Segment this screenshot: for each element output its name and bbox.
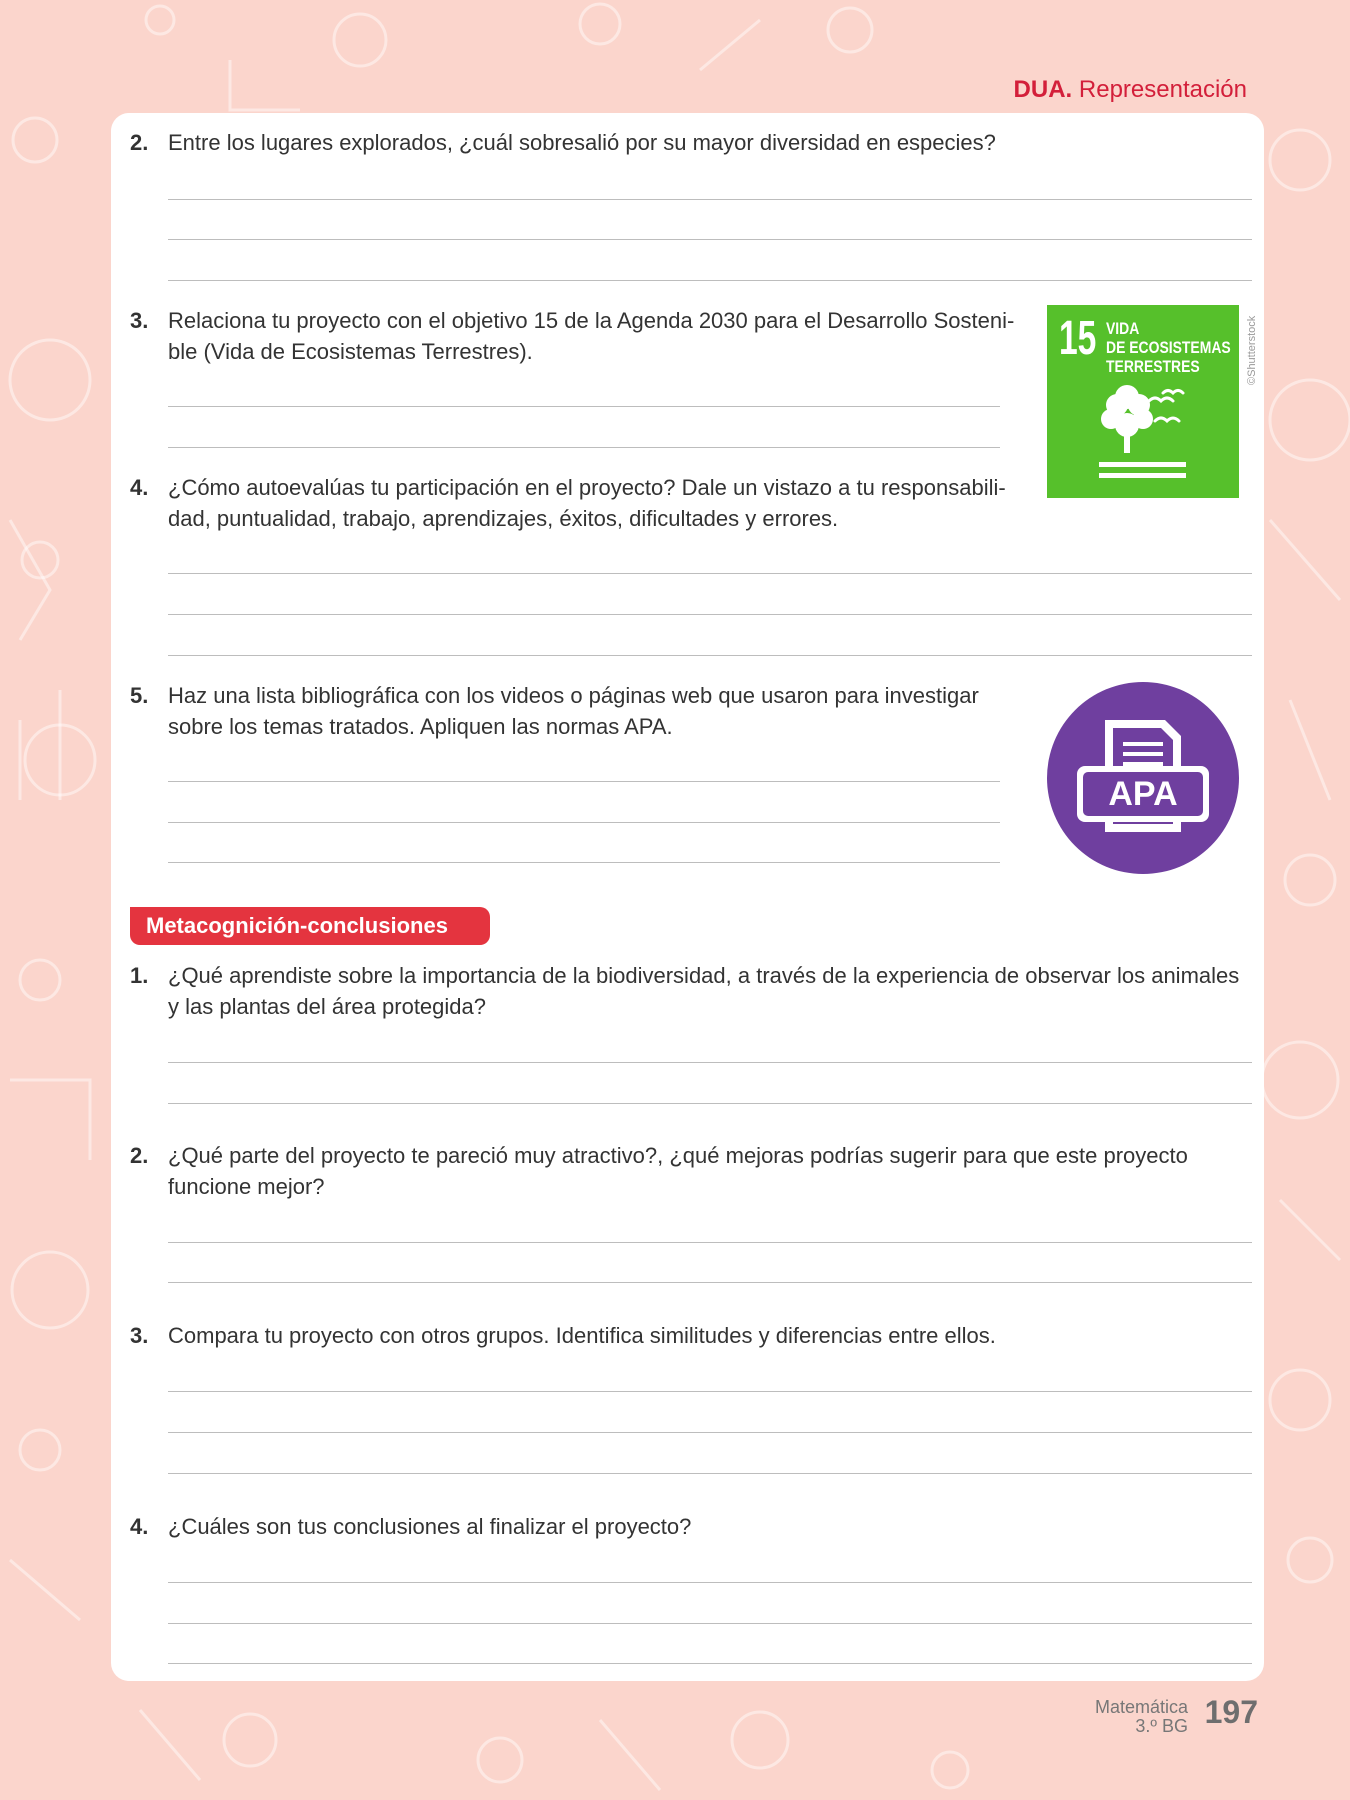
answer-line[interactable] <box>168 1391 1252 1392</box>
question-text-line-2: dad, puntualidad, trabajo, aprendizajes, éxitos, dificultades y errores. <box>168 506 839 531</box>
answer-line[interactable] <box>168 781 1000 782</box>
answer-line[interactable] <box>168 280 1252 281</box>
dua-label: DUA. <box>1013 76 1073 103</box>
tree-birds-icon <box>1047 305 1239 498</box>
answer-line[interactable] <box>168 573 1252 574</box>
apa-label: APA <box>1108 775 1178 813</box>
question-text-line-1: ¿Cómo autoevalúas tu participación en el proyecto? Dale un vistazo a tu responsabili- <box>168 475 1006 500</box>
question-number: 5. <box>130 683 149 708</box>
question-top-4 <box>130 472 1018 536</box>
question-number: 2. <box>130 1143 149 1168</box>
answer-line[interactable] <box>168 822 1000 823</box>
question-meta-2 <box>130 1140 1250 1204</box>
answer-line[interactable] <box>168 1663 1252 1664</box>
answer-line[interactable] <box>168 862 1000 863</box>
question-text-line-1: ¿Qué parte del proyecto te pareció muy atractivo?, ¿qué mejoras podrías sugerir para que este proyecto <box>168 1143 1188 1168</box>
question-text-line-2: y las plantas del área protegida? <box>168 994 486 1019</box>
sdg-title-line-3: TERRESTRES <box>1106 357 1200 376</box>
sdg-title-line-1: VIDA <box>1106 319 1140 338</box>
answer-line[interactable] <box>168 1282 1252 1283</box>
question-number: 2. <box>130 130 149 155</box>
page-number: 197 <box>1204 1694 1258 1730</box>
question-meta-4 <box>130 1511 1250 1543</box>
apa-icon <box>1047 682 1239 874</box>
question-text: Entre los lugares explorados, ¿cuál sobresalió por su mayor diversidad en especies? <box>168 130 996 155</box>
answer-line[interactable] <box>168 199 1252 200</box>
dua-header <box>1014 76 1247 104</box>
question-top-5 <box>130 680 1018 744</box>
footer-subject-name: Matemática <box>1094 1697 1188 1717</box>
footer-grade: 3.º BG <box>1135 1716 1188 1736</box>
question-text-line-2: sobre los temas tratados. Apliquen las normas APA. <box>168 714 673 739</box>
answer-line[interactable] <box>168 1242 1252 1243</box>
question-text-line-2: ble (Vida de Ecosistemas Terrestres). <box>168 339 533 364</box>
answer-line[interactable] <box>168 1062 1252 1063</box>
dua-category: Representación <box>1078 76 1247 103</box>
sdg-number: 15 <box>1059 312 1097 365</box>
question-text-line-1: ¿Qué aprendiste sobre la importancia de la biodiversidad, a través de la experiencia de observar los animales <box>168 963 1240 988</box>
question-top-2 <box>130 127 1030 159</box>
answer-line[interactable] <box>168 1103 1252 1104</box>
sdg-title-line-2: DE ECOSISTEMAS <box>1106 338 1231 357</box>
question-number: 3. <box>130 308 149 333</box>
answer-line[interactable] <box>168 1623 1252 1624</box>
section-title-metacognicion: Metacognición-conclusiones <box>130 907 490 945</box>
answer-line[interactable] <box>168 239 1252 240</box>
answer-line[interactable] <box>168 1432 1252 1433</box>
answer-line[interactable] <box>168 1473 1252 1474</box>
question-text-line-1: Relaciona tu proyecto con el objetivo 15 de la Agenda 2030 para el Desarrollo Sosteni- <box>168 308 1015 333</box>
question-number: 4. <box>130 1514 149 1539</box>
question-text: ¿Cuáles son tus conclusiones al finalizar el proyecto? <box>168 1514 692 1539</box>
question-meta-1 <box>130 960 1250 1024</box>
answer-line[interactable] <box>168 406 1000 407</box>
question-text: Compara tu proyecto con otros grupos. Identifica similitudes y diferencias entre ellos. <box>168 1323 996 1348</box>
answer-line[interactable] <box>168 614 1252 615</box>
question-top-3 <box>130 305 1018 369</box>
answer-line[interactable] <box>168 1582 1252 1583</box>
answer-line[interactable] <box>168 655 1252 656</box>
sdg-15-badge <box>1047 305 1239 498</box>
question-meta-3 <box>130 1320 1250 1352</box>
question-text-line-1: Haz una lista bibliográfica con los videos o páginas web que usaron para investigar <box>168 683 979 708</box>
footer-subject <box>1095 1698 1188 1736</box>
question-number: 1. <box>130 963 149 988</box>
answer-line[interactable] <box>168 447 1000 448</box>
question-number: 3. <box>130 1323 149 1348</box>
image-credit: ©Shutterstock <box>1246 315 1258 385</box>
question-text-line-2: funcione mejor? <box>168 1174 325 1199</box>
question-number: 4. <box>130 475 149 500</box>
